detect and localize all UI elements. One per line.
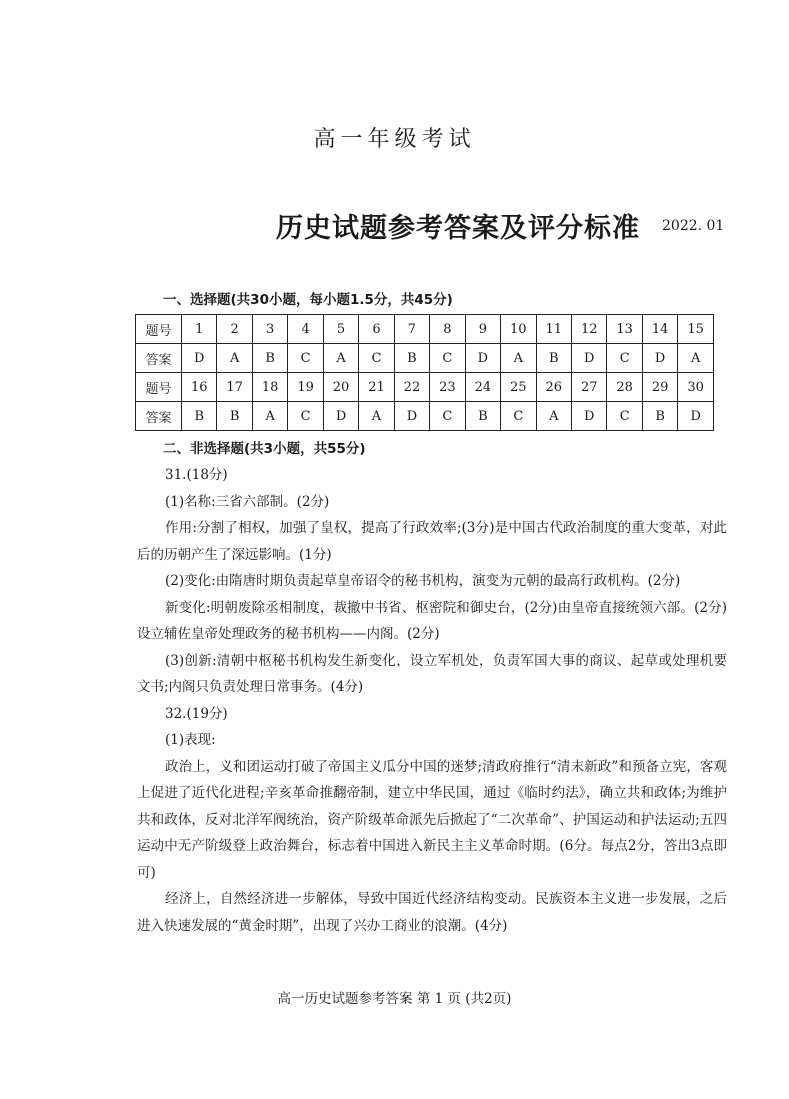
table-cell: B bbox=[252, 344, 287, 373]
table-cell: D bbox=[323, 402, 358, 431]
table-cell: D bbox=[465, 344, 500, 373]
table-cell: 23 bbox=[430, 373, 465, 402]
table-cell: D bbox=[642, 344, 677, 373]
table-cell: 17 bbox=[217, 373, 252, 402]
table-cell: B bbox=[642, 402, 677, 431]
table-cell: A bbox=[359, 402, 394, 431]
answer-paragraph: 32.(19分) bbox=[165, 705, 228, 722]
page-footer: 高一历史试题参考答案 第 1 页 (共2页) bbox=[277, 991, 512, 1007]
table-cell: C bbox=[288, 344, 323, 373]
table-cell: 5 bbox=[323, 315, 358, 344]
answer-body bbox=[137, 462, 727, 939]
table-row-label: 题号 bbox=[136, 315, 182, 344]
table-cell: A bbox=[323, 344, 358, 373]
table-cell: A bbox=[536, 402, 571, 431]
table-cell: A bbox=[501, 344, 536, 373]
answer-paragraph: (1)表现: bbox=[165, 732, 216, 748]
table-cell: 30 bbox=[678, 373, 714, 402]
table-cell: 4 bbox=[288, 315, 323, 344]
table-cell: D bbox=[571, 344, 606, 373]
table-cell: 7 bbox=[394, 315, 429, 344]
table-row-numbers bbox=[136, 373, 714, 402]
section-2-heading: 二、非选择题(共3小题，共55分) bbox=[163, 441, 366, 457]
document-date: 2022. 01 bbox=[662, 218, 725, 234]
table-cell: 6 bbox=[359, 315, 394, 344]
table-cell: 22 bbox=[394, 373, 429, 402]
table-cell: 11 bbox=[536, 315, 571, 344]
table-cell: 25 bbox=[501, 373, 536, 402]
answer-table bbox=[135, 314, 714, 431]
table-row-answers bbox=[136, 402, 714, 431]
table-row-answers bbox=[136, 344, 714, 373]
table-cell: 26 bbox=[536, 373, 571, 402]
table-cell: 1 bbox=[182, 315, 217, 344]
table-cell: 10 bbox=[501, 315, 536, 344]
table-cell: C bbox=[430, 344, 465, 373]
table-cell: B bbox=[394, 344, 429, 373]
table-cell: D bbox=[678, 402, 714, 431]
table-cell: D bbox=[394, 402, 429, 431]
answer-paragraph: 政治上，义和团运动打破了帝国主义瓜分中国的迷梦;清政府推行“清末新政”和预备立宪，客观上促进了近代化进程;辛亥革命推翻帝制，建立中华民国，通过《临时约法》，确立共和政体;为维护共和政体，反对北洋军阀统治，资产阶级革命派先后掀起了“二次革命”、护国运动和护法运动;五四运动中无产阶级登上政治舞台，标志着中国进入新民主主义革命时期。(6分。每点2分，答出3点即可) bbox=[137, 758, 727, 881]
table-cell: C bbox=[288, 402, 323, 431]
table-cell: 8 bbox=[430, 315, 465, 344]
table-cell: A bbox=[252, 402, 287, 431]
answer-paragraph: 新变化:明朝废除丞相制度，裁撤中书省、枢密院和御史台，(2分)由皇帝直接统领六部。(2分)设立辅佐皇帝处理政务的秘书机构——内阁。(2分) bbox=[137, 599, 727, 642]
table-cell: 13 bbox=[607, 315, 642, 344]
table-cell: 28 bbox=[607, 373, 642, 402]
table-cell: 24 bbox=[465, 373, 500, 402]
table-cell: C bbox=[607, 402, 642, 431]
table-cell: A bbox=[217, 344, 252, 373]
table-cell: 16 bbox=[182, 373, 217, 402]
answer-paragraph: 经济上，自然经济进一步解体，导致中国近代经济结构变动。民族资本主义进一步发展，之后进入快速发展的“黄金时期”，出现了兴办工商业的浪潮。(4分) bbox=[137, 891, 727, 934]
table-cell: C bbox=[359, 344, 394, 373]
document-title: 历史试题参考答案及评分标准 bbox=[276, 213, 640, 244]
table-cell: C bbox=[501, 402, 536, 431]
exam-header: 高一年级考试 bbox=[313, 127, 476, 152]
answer-paragraph: 31.(18分) bbox=[165, 467, 228, 483]
table-cell: 14 bbox=[642, 315, 677, 344]
table-cell: 2 bbox=[217, 315, 252, 344]
table-cell: D bbox=[571, 402, 606, 431]
table-cell: 12 bbox=[571, 315, 606, 344]
table-cell: B bbox=[182, 402, 217, 431]
table-row-label: 题号 bbox=[136, 373, 182, 402]
table-cell: C bbox=[430, 402, 465, 431]
section-1-heading: 一、选择题(共30小题，每小题1.5分，共45分) bbox=[163, 292, 453, 308]
table-row-label: 答案 bbox=[136, 402, 182, 431]
table-cell: 20 bbox=[323, 373, 358, 402]
table-cell: 18 bbox=[252, 373, 287, 402]
table-cell: A bbox=[678, 344, 714, 373]
table-cell: C bbox=[607, 344, 642, 373]
table-cell: B bbox=[465, 402, 500, 431]
answer-paragraph: (1)名称:三省六部制。(2分) bbox=[165, 493, 330, 510]
table-cell: 15 bbox=[678, 315, 714, 344]
table-cell: 21 bbox=[359, 373, 394, 402]
answer-paragraph: 作用:分割了相权，加强了皇权，提高了行政效率;(3分)是中国古代政治制度的重大变革，对此后的历朝产生了深远影响。(1分) bbox=[137, 520, 727, 563]
table-cell: 27 bbox=[571, 373, 606, 402]
table-row-numbers bbox=[136, 315, 714, 344]
table-cell: B bbox=[217, 402, 252, 431]
table-row-label: 答案 bbox=[136, 344, 182, 373]
table-cell: 9 bbox=[465, 315, 500, 344]
table-cell: 29 bbox=[642, 373, 677, 402]
table-cell: 19 bbox=[288, 373, 323, 402]
table-cell: B bbox=[536, 344, 571, 373]
answer-paragraph: (2)变化:由隋唐时期负责起草皇帝诏令的秘书机构，演变为元朝的最高行政机构。(2分) bbox=[165, 573, 681, 589]
table-cell: 3 bbox=[252, 315, 287, 344]
table-cell: D bbox=[182, 344, 217, 373]
answer-paragraph: (3)创新:清朝中枢秘书机构发生新变化，设立军机处，负责军国大事的商议、起草或处理机要文书;内阁只负责处理日常事务。(4分) bbox=[137, 652, 727, 695]
